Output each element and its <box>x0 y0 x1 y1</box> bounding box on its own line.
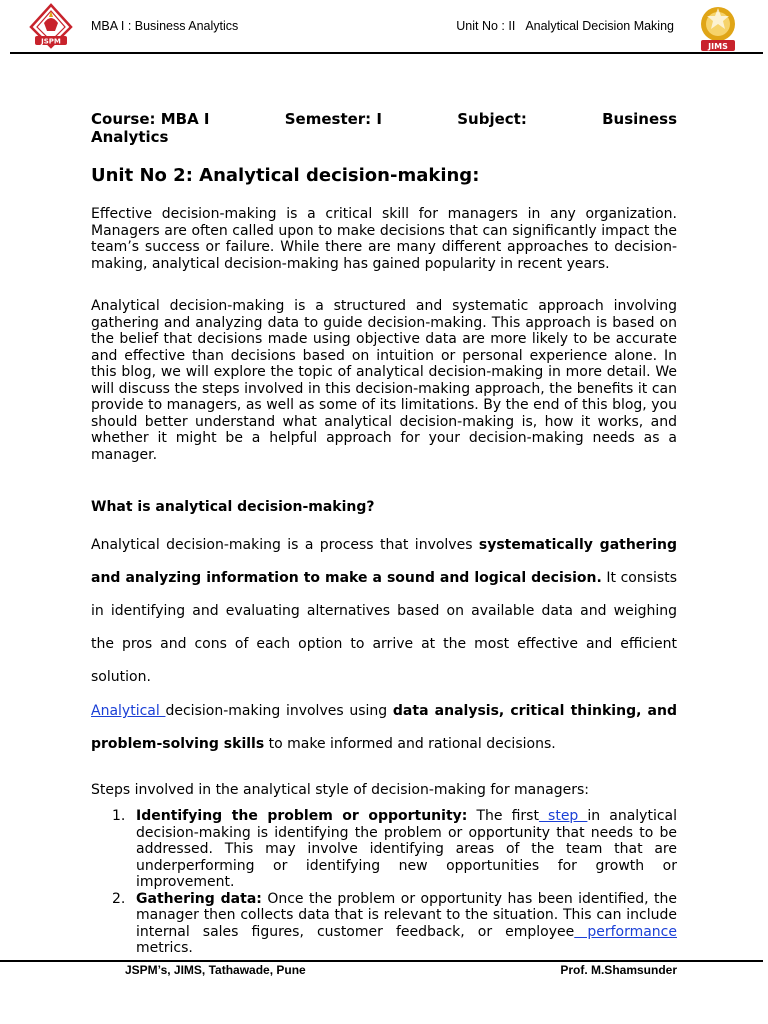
skills-paragraph <box>91 695 677 761</box>
definition-text: Analytical decision-making is a process that involves <box>91 537 479 553</box>
analytical-link[interactable]: Analytical <box>91 703 166 719</box>
skills-text: decision-making involves using <box>165 703 393 719</box>
meta-subject-label: Subject: <box>457 110 527 128</box>
footer-author: Prof. M.Shamsunder <box>560 963 677 977</box>
svg-text:JSPM: JSPM <box>41 37 61 46</box>
overview-paragraph: Analytical decision-making is a structured and systematic approach involving gathering and analyzing data to guide decision-making. This approach is based on the belief that decisions made using objective data are more likely to be accurate and effective than decisions based on intuition or personal experience alone. In this blog, we will explore the topic of analytical decision-making in more detail. We will discuss the steps involved in this decision-making approach, the benefits it can provide to managers, as well as some of its limitations. By the end of this blog, you should better understand what analytical decision-making is, how it works, and whether it might be a helpful approach for your decision-making needs as a manager. <box>91 298 677 463</box>
meta-course: Course: MBA I <box>91 110 210 128</box>
page-title: Unit No 2: Analytical decision-making: <box>91 165 480 186</box>
skills-text-2: to make informed and rational decisions. <box>264 736 556 752</box>
definition-paragraph <box>91 529 677 694</box>
skills-emphasis: data analysis, critical thinking, and problem-solving skills <box>91 703 677 752</box>
header-course: MBA I : Business Analytics <box>91 19 239 33</box>
list-item <box>91 957 677 959</box>
definition-text-2: It consists in identifying and evaluating alternatives based on available data and weighing the pros and cons of each option to arrive at the most effective and efficient solution. <box>91 570 677 685</box>
step-heading: Gathering data: <box>136 890 262 907</box>
list-number: 2. <box>112 890 126 907</box>
definition-emphasis: systematically gathering and analyzing information to make a sound and logical decision. <box>91 537 677 586</box>
list-number: 1. <box>112 808 126 824</box>
step-link[interactable]: step <box>538 808 588 824</box>
section-heading: What is analytical decision-making? <box>91 499 375 515</box>
step-text-2: in analytical decision-making is identifying the problem or opportunity that needs to be addressed. This may involve identifying areas of the team that are underperforming or identifying new opportunities for growth or improvement. <box>136 808 678 890</box>
step-text-2: metrics. <box>136 940 193 956</box>
steps-list <box>91 808 677 958</box>
list-item <box>91 808 677 891</box>
footer-institution: JSPM’s, JIMS, Tathawade, Pune <box>125 963 306 977</box>
header-unit-label: Unit No : II <box>456 19 516 33</box>
meta-semester: Semester: I <box>284 110 382 128</box>
step-heading <box>136 957 292 959</box>
step-text: The first <box>467 808 539 824</box>
footer-rule <box>0 960 763 962</box>
step-text: Once the problem or opportunity has been identified, the manager then collects data that is relevant to the situation. This can include internal sales figures, customer feedback, or employee <box>136 890 677 940</box>
meta-subject-value: Business <box>602 110 677 128</box>
intro-paragraph: Effective decision-making is a critical skill for managers in any organization. Managers are often called upon to make decisions that can significantly impact the team’s success or failure. While there are many different approaches to decision-making, analytical decision-making has gained popularity in recent years. <box>91 206 677 272</box>
step-heading: Identifying the problem or opportunity: <box>136 808 468 824</box>
svg-text:JIMS: JIMS <box>708 42 728 51</box>
steps-intro: Steps involved in the analytical style of decision-making for managers: <box>91 782 589 798</box>
performance-link[interactable]: performance <box>574 923 677 940</box>
list-item <box>91 891 677 957</box>
header-unit-title: Analytical Decision Making <box>525 19 674 33</box>
course-meta <box>91 110 677 146</box>
list-number <box>112 957 125 959</box>
meta-subject-value-2: Analytics <box>91 128 169 146</box>
